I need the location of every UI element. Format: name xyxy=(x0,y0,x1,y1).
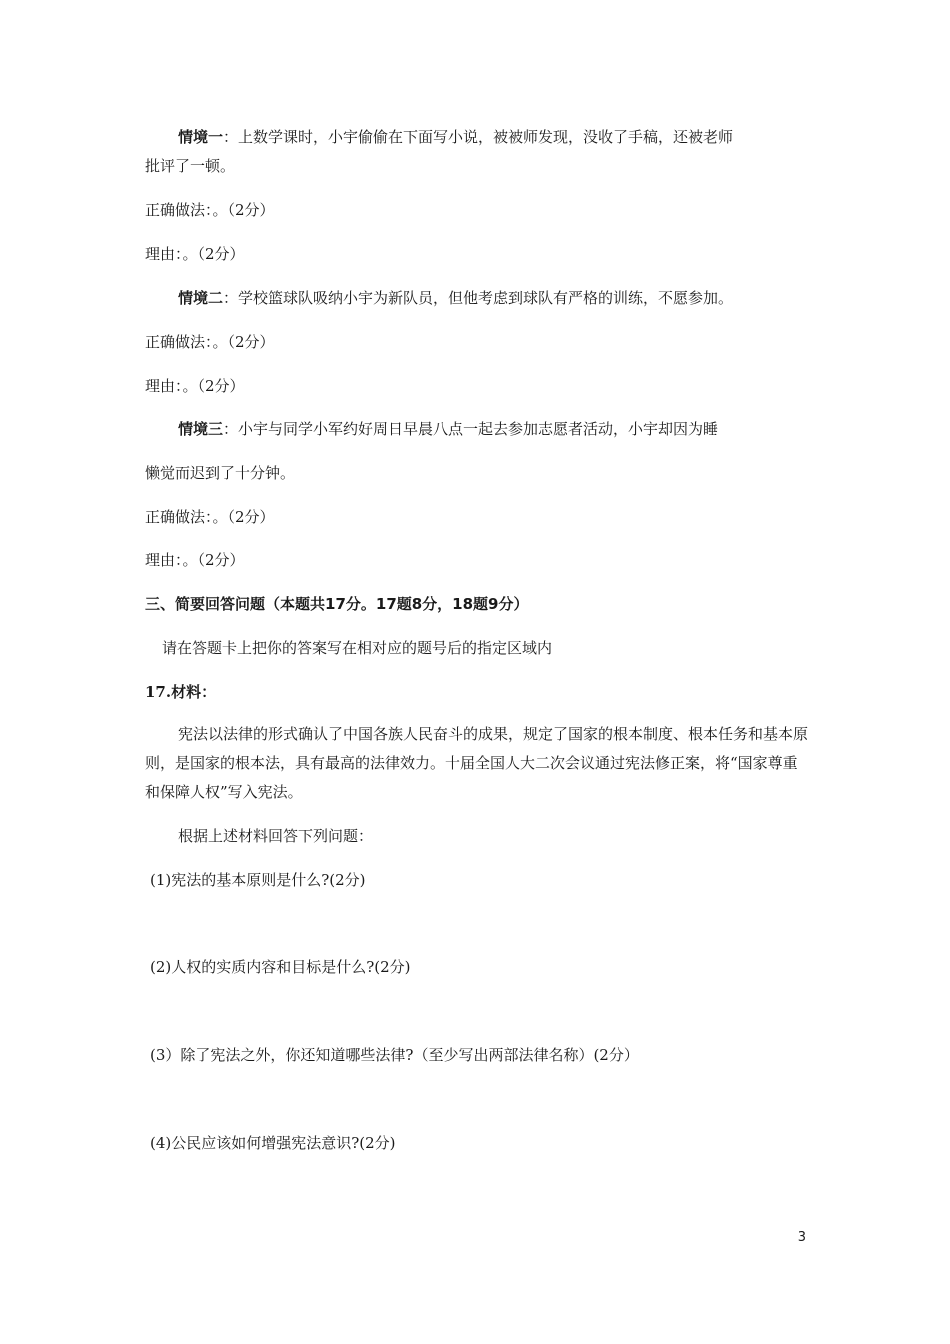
page-number: 3 xyxy=(797,1230,806,1245)
scenario3-text: ：小宇与同学小军约好周日早晨八点一起去参加志愿者活动，小宇却因为睡 xyxy=(223,420,719,438)
scenario3-reason: 理由：。（2分） xyxy=(145,551,245,569)
scenario1-line2: 批评了一顿。 xyxy=(145,157,236,175)
scenario1-label: 情境一 xyxy=(178,128,224,146)
scenario1-correct: 正确做法：。（2分） xyxy=(145,201,275,219)
q17-sub2: (2)人权的实质内容和目标是什么?(2分) xyxy=(150,958,411,976)
q17-sub3: (3）除了宪法之外，你还知道哪些法律?（至少写出两部法律名称）(2分） xyxy=(150,1046,639,1064)
scenario3-label: 情境三 xyxy=(178,420,224,438)
scenario2-text: ：学校篮球队吸纳小宇为新队员，但他考虑到球队有严格的训练，不愿参加。 xyxy=(223,289,734,307)
q17-heading: 17.材料： xyxy=(145,683,217,701)
scenario1-line1 xyxy=(178,127,733,147)
q17-sub4: (4)公民应该如何增强宪法意识?(2分) xyxy=(150,1134,396,1152)
scenario1-text: ：上数学课时，小宇偷偷在下面写小说，被被师发现，没收了手稿，还被老师 xyxy=(223,128,734,146)
scenario2-reason: 理由：。（2分） xyxy=(145,377,245,395)
scenario2-line1 xyxy=(178,288,733,308)
scenario3-line1 xyxy=(178,419,718,439)
q17-sub1: (1)宪法的基本原则是什么?(2分) xyxy=(150,871,366,889)
section3-instruction: 请在答题卡上把你的答案写在相对应的题号后的指定区域内 xyxy=(162,639,553,657)
scenario3-line2: 懒觉而迟到了十分钟。 xyxy=(145,464,296,482)
q17-prompt: 根据上述材料回答下列问题： xyxy=(178,827,374,845)
q17-material: 宪法以法律的形式确认了中国各族人民奋斗的成果，规定了国家的根本制度、根本任务和基本原则，是国家的根本法，具有最高的法律效力。十届全国人大二次会议通过宪法修正案，将“国家尊重和保障人权”写入宪法。 xyxy=(145,725,809,801)
scenario2-correct: 正确做法：。（2分） xyxy=(145,333,275,351)
section3-title: 三、简要回答问题（本题共17分。17题8分，18题9分） xyxy=(145,595,529,613)
scenario3-correct: 正确做法：。（2分） xyxy=(145,508,275,526)
scenario2-label: 情境二 xyxy=(178,289,224,307)
scenario1-reason: 理由：。（2分） xyxy=(145,245,245,263)
